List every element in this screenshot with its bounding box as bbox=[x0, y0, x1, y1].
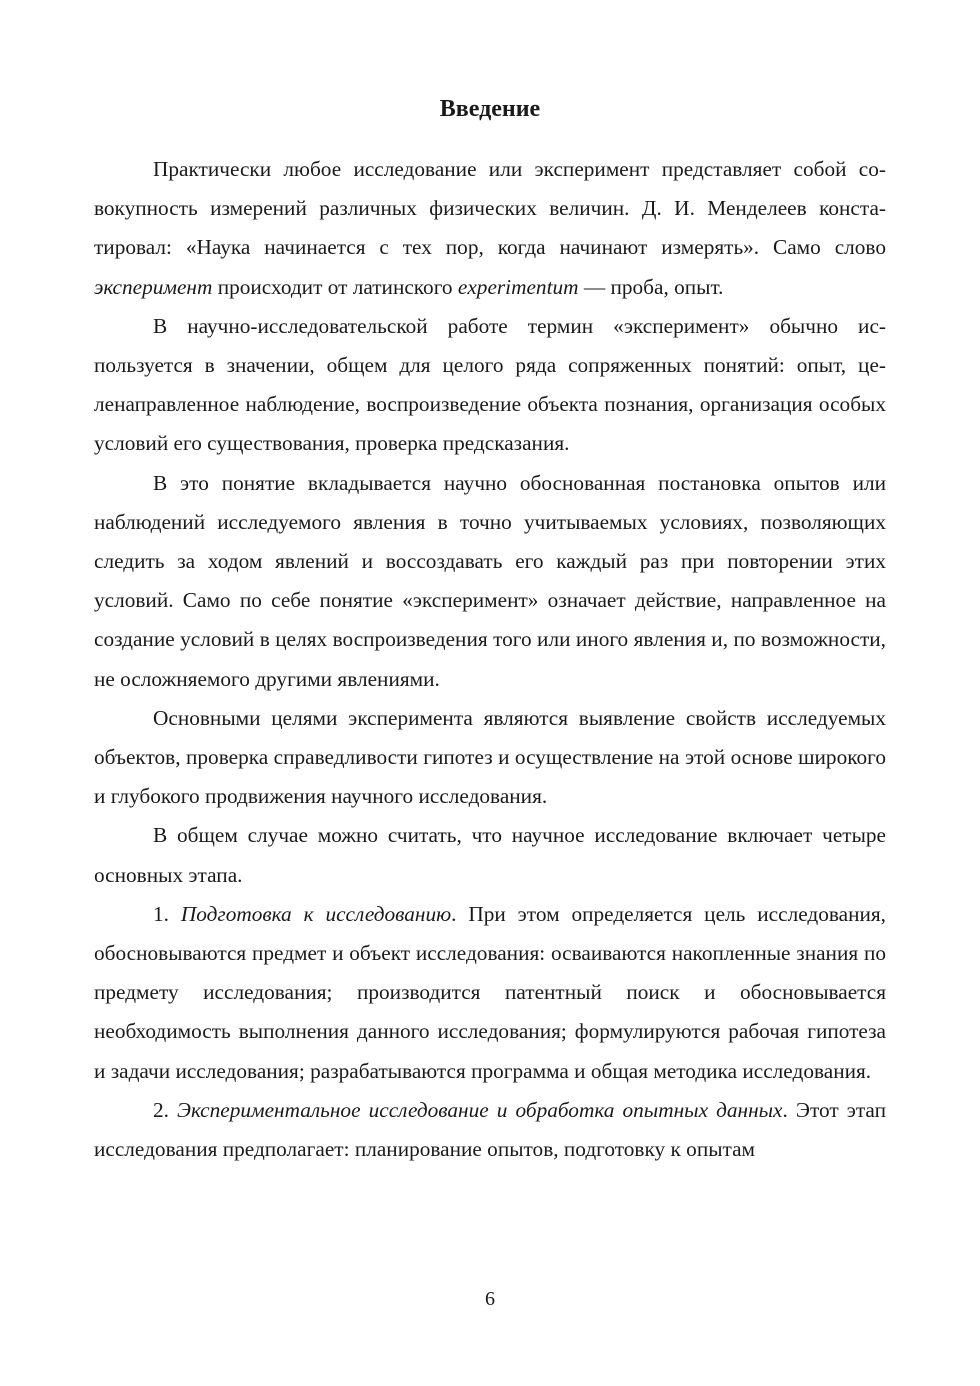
list-item-2-heading: Экспериментальное исследование и обработка опытных данных bbox=[177, 1097, 783, 1122]
paragraph-1-text-b: происходит от латинского bbox=[212, 274, 458, 299]
list-item-2 bbox=[94, 1091, 886, 1169]
list-item-1 bbox=[94, 895, 886, 1091]
list-item-1-number: 1. bbox=[153, 901, 181, 926]
paragraph-1-italic-term: эксперимент bbox=[94, 274, 213, 299]
paragraph-2: В научно-исследовательской работе термин «эксперимент» обычно используется в значении, общем для целого ряда сопряженных понятий: опыт, целенаправленное наблюдение, воспроизведение объекта познания, организация особых условий его существования, проверка предсказания. bbox=[94, 313, 886, 456]
page-number: 6 bbox=[485, 1288, 495, 1310]
list-item-1-heading: Подготовка к исследованию bbox=[180, 901, 452, 926]
list-item-2-number: 2. bbox=[153, 1097, 178, 1122]
paragraph-5: В общем случае можно считать, что научное исследование включает четыре основных этапа. bbox=[94, 823, 886, 887]
list-item-2-text: . Этот этап исследования предполагает: планирование опытов, подготовку к опытам bbox=[94, 1097, 887, 1162]
paragraph-1 bbox=[94, 150, 886, 307]
page-title: Введение bbox=[439, 96, 541, 122]
list-item-1-text: . При этом определяется цель исследования, обосновываются предмет и объект исследования: осваиваются накопленные знания по предмету исследования; производится патентный поиск и обосновывается необходимость выполнения данного исследования; формулируются рабочая гипотеза и задачи исследования; разрабатываются программа и общая методика исследования. bbox=[94, 901, 886, 1083]
paragraph-3: В это понятие вкладывается научно обоснованная постановка опытов или наблюдений исследуемого явления в точно учитываемых условиях, позволяющих следить за ходом явлений и воссоздавать его каждый раз при повторении этих условий. Само по себе понятие «эксперимент» означает действие, направленное на создание условий в целях воспроизведения того или иного явления и, по возможности, не осложняемого другими явлениями. bbox=[94, 470, 886, 691]
paragraph-4: Основными целями эксперимента являются выявление свойств исследуемых объектов, проверка справедливости гипотез и осуществление на этой основе широкого и глубокого продвижения научного исследования. bbox=[94, 705, 886, 809]
paragraph-1-text-c: — проба, опыт. bbox=[578, 274, 724, 299]
body-text bbox=[94, 150, 886, 1169]
paragraph-1-italic-latin: experimentum bbox=[457, 274, 579, 299]
paragraph-1-text-a: Практически любое исследование или эксперимент представляет собой совокупность измерений различных физических величин. Д. И. Менделеев констатировал: «Наука начинается с тех пор, когда начинают измерять». Само слово bbox=[94, 157, 886, 260]
